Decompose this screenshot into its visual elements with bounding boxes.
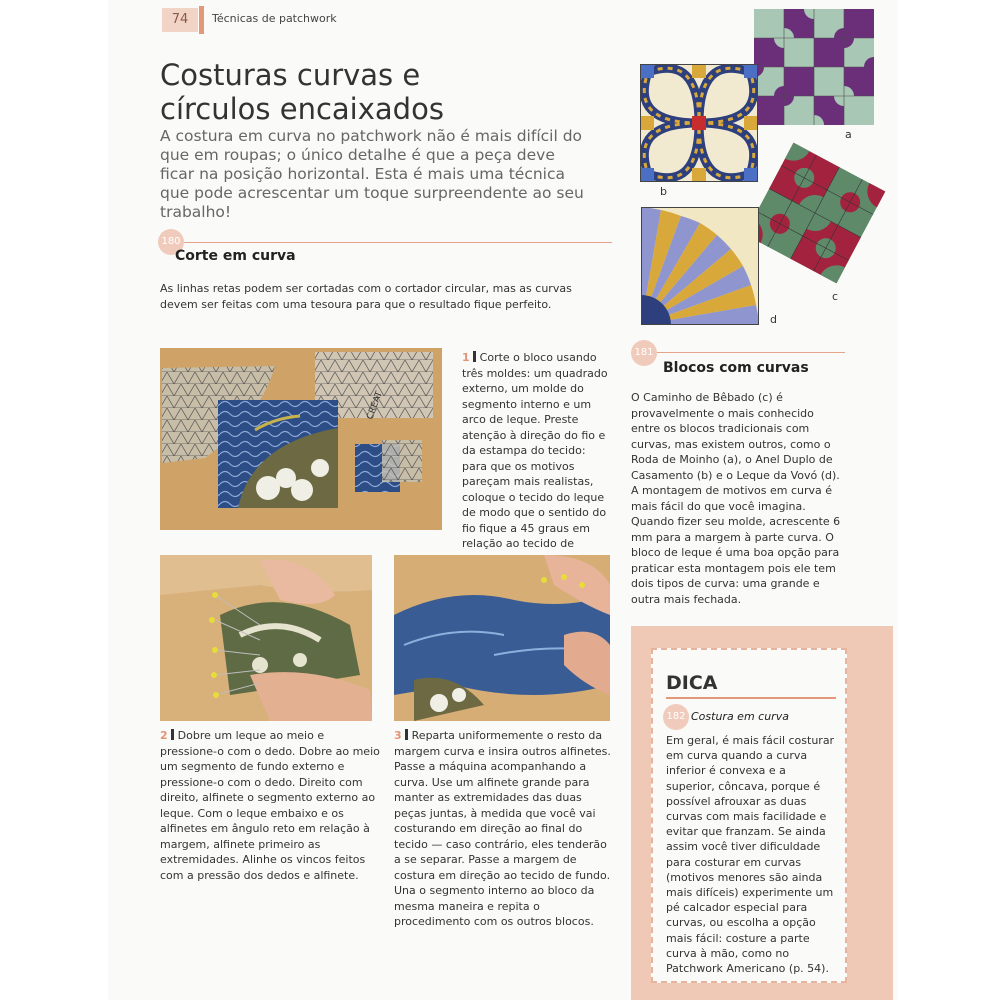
block-c-caminho-de-bebado [740,138,890,288]
figure-label-c: c [832,290,839,303]
section-title-corte: Corte em curva [175,248,296,264]
figure-label-d: d [770,313,777,326]
section-text-blocos: O Caminho de Bêbado (c) é provavelmente o mais conhecido entre os blocos tradicionais com curvas, mas existem outros, como o Roda de Moinho (a), o Anel Duplo de Casamento (b) e o Leque da Vovó (d). A montagem de motivos em curva é mais fácil do que você imagina. Quando fizer seu molde, acrescente 6 mm para a margem à parte curva. O bloco de leque é uma boa opção para praticar esta montagem pois ele tem dois tipos de curva: uma grande e outra mais fechada. [631,391,841,606]
section-number-181: 181 [631,340,657,366]
step-3 [394,728,616,930]
step-1-text: Corte o bloco usando três moldes: um quadrado externo, um molde do segmento interno e um arco de leque. Preste atenção à direção do fio e da estampa do tecido: para que os motivos pareçam mais realistas, coloque o tecido do leque de modo que o sentido do fio fique a 45 graus em relação ao tecido de [462,351,608,550]
pinning-fan-illustration [160,555,372,721]
intro-paragraph: A costura em curva no patchwork não é mais difícil do que em roupas; o único detalhe é que a peça deve ficar na posição horizontal. Esta é mais uma técnica que pode acrescentar um toque surpreendente ao seu trabalho! [160,127,584,221]
step-3-text: Reparta uniformemente o resto da margem curva e insira outros alfinetes. Passe a máquina acompanhando a curva. Use um alfinete grande para manter as extremidades das duas peças juntas, à medida que você vai costurando em direção ao final do tecido — caso contrário, eles tenderão a se separar. Passe a margem de costura em direção ao tecido de fundo. Una o segmento interno ao bloco da mesma maneira e repita o procedimento com os outros blocos. [394,729,611,928]
page-title [160,58,580,126]
cut-pieces-illustration [160,348,442,530]
section-rule [657,352,845,353]
step-3-number: 3 [394,729,402,742]
step-marker [473,351,476,362]
figure-label-a: a [845,128,852,141]
step-marker [405,729,408,740]
section-rule [184,242,612,243]
tip-number: 182 [663,704,689,730]
tip-text: Em geral, é mais fácil costurar em curva quando a curva inferior é convexa e a superior, côncava, porque é possível afrouxar as duas curvas com mais facilidade e evitar que franzam. Se ainda assim você tiver dificuldade para costurar em curvas (motivos menores são ainda mais difíceis) experimente um pé calcador especial para curvas, ou escolha a opção mais fácil: costure a parte curva à mão, como no Patchwork Americano (p. 54). [666,734,835,976]
header-divider [199,6,204,34]
block-a-roda-de-moinho [754,9,874,125]
tip-heading: DICA [666,672,718,694]
title-line-1: Costuras curvas e [160,58,421,92]
ruler-brand-text: CREAT [365,390,385,422]
step-2-text: Dobre um leque ao meio e pressione-o com o dedo. Dobre ao meio um segmento de fundo externo e pressione-o com o dedo. Direito com direito, alfinete o segmento externo ao leque. Com o leque embaixo e os alfinetes em ângulo reto em relação à margem, alfinete primeiro as extremidades. Alinhe os vincos feitos com a pressão dos dedos e alfinete. [160,729,380,882]
title-line-2: círculos encaixados [160,92,444,126]
section-intro-corte: As linhas retas podem ser cortadas com o cortador circular, mas as curvas devem ser feitas com uma tesoura para que o resultado fique perfeito. [160,282,572,311]
section-header: Técnicas de patchwork [212,12,337,25]
sewing-curve-illustration [394,555,610,721]
photo-cut-pieces [160,348,442,530]
section-title-blocos: Blocos com curvas [663,360,809,376]
step-1-number: 1 [462,351,470,364]
step-2-number: 2 [160,729,168,742]
step-2 [160,728,382,883]
photo-pinning-fan [160,555,372,721]
block-d-leque-da-vovo [641,207,759,325]
section-number-180: 180 [158,229,184,255]
page-number: 74 [162,8,198,32]
figure-label-b: b [660,185,667,198]
step-1 [462,350,612,567]
tip-rule [666,697,836,699]
tip-subtitle: Costura em curva [691,710,789,723]
photo-sewing-curve [394,555,610,721]
step-marker [171,729,174,740]
